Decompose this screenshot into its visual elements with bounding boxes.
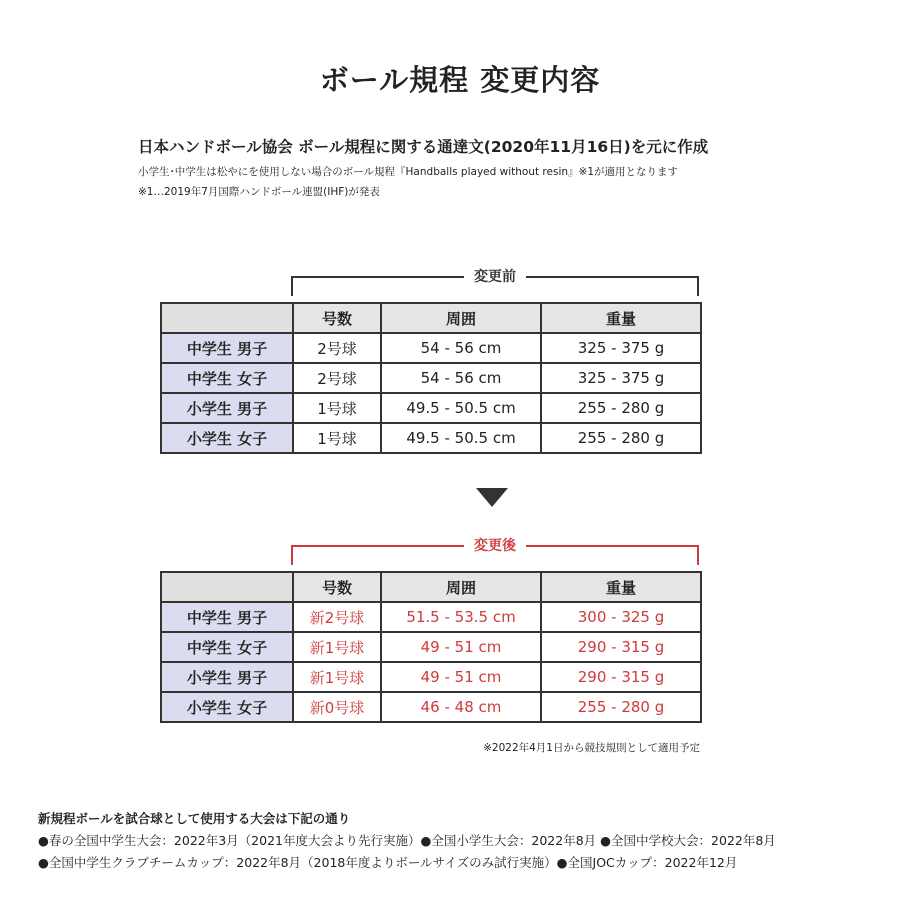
row-size: 新2号球: [293, 602, 381, 632]
row-weight: 290 - 315 g: [541, 632, 701, 662]
after-header-corner: [161, 572, 293, 602]
table-row: [161, 393, 701, 423]
before-label: 変更前: [464, 266, 526, 286]
row-circumference: 54 - 56 cm: [381, 363, 541, 393]
row-weight: 325 - 375 g: [541, 363, 701, 393]
events-section: [38, 808, 898, 874]
events-heading: 新規程ボールを試合球として使用する大会は下記の通り: [38, 811, 351, 826]
after-header-weight: 重量: [541, 572, 701, 602]
row-category: 中学生 男子: [161, 602, 293, 632]
after-header-circumference: 周囲: [381, 572, 541, 602]
row-weight: 325 - 375 g: [541, 333, 701, 363]
table-row: [161, 423, 701, 453]
row-size: 2号球: [293, 333, 381, 363]
table-row: [161, 632, 701, 662]
before-header-size: 号数: [293, 303, 381, 333]
before-bracket: [291, 269, 699, 296]
table-row: [161, 333, 701, 363]
row-weight: 255 - 280 g: [541, 393, 701, 423]
row-category: 中学生 男子: [161, 333, 293, 363]
after-table: [160, 571, 702, 723]
row-circumference: 49.5 - 50.5 cm: [381, 423, 541, 453]
before-header-row: [161, 303, 701, 333]
after-header-size: 号数: [293, 572, 381, 602]
subtitle: 日本ハンドボール協会 ボール規程に関する通達文(2020年11月16日)を元に作成: [138, 138, 709, 156]
table-row: [161, 363, 701, 393]
before-header-circumference: 周囲: [381, 303, 541, 333]
effective-date-note: ※2022年4月1日から競技規則として適用予定: [483, 742, 700, 754]
row-category: 中学生 女子: [161, 632, 293, 662]
row-circumference: 51.5 - 53.5 cm: [381, 602, 541, 632]
resin-note: 小学生･中学生は松やにを使用しない場合のボール規程『Handballs played without resin』※1が適用となります: [138, 166, 679, 178]
row-weight: 255 - 280 g: [541, 423, 701, 453]
before-header-corner: [161, 303, 293, 333]
events-line-2: ●全国中学生クラブチームカップ：2022年8月（2018年度よりボールサイズのみ試行実施）●全国JOCカップ：2022年12月: [38, 855, 738, 870]
row-weight: 255 - 280 g: [541, 692, 701, 722]
row-size: 2号球: [293, 363, 381, 393]
row-circumference: 49 - 51 cm: [381, 662, 541, 692]
row-category: 小学生 男子: [161, 662, 293, 692]
row-weight: 290 - 315 g: [541, 662, 701, 692]
events-line-1: ●春の全国中学生大会：2022年3月（2021年度大会より先行実施）●全国小学生大会：2022年8月 ●全国中学校大会：2022年8月: [38, 833, 776, 848]
row-size: 新1号球: [293, 632, 381, 662]
row-circumference: 49.5 - 50.5 cm: [381, 393, 541, 423]
row-category: 小学生 女子: [161, 423, 293, 453]
after-bracket: [291, 538, 699, 565]
row-category: 小学生 女子: [161, 692, 293, 722]
table-row: [161, 662, 701, 692]
row-circumference: 46 - 48 cm: [381, 692, 541, 722]
before-table: [160, 302, 702, 454]
table-row: [161, 602, 701, 632]
page-title: ボール規程 変更内容: [319, 63, 601, 97]
row-size: 1号球: [293, 393, 381, 423]
row-size: 1号球: [293, 423, 381, 453]
after-header-row: [161, 572, 701, 602]
down-arrow-icon: [476, 488, 508, 507]
ihf-note: ※1…2019年7月国際ハンドボール連盟(IHF)が発表: [138, 186, 380, 198]
table-row: [161, 692, 701, 722]
row-category: 中学生 女子: [161, 363, 293, 393]
before-header-weight: 重量: [541, 303, 701, 333]
row-category: 小学生 男子: [161, 393, 293, 423]
row-size: 新1号球: [293, 662, 381, 692]
row-circumference: 54 - 56 cm: [381, 333, 541, 363]
after-label: 変更後: [464, 535, 526, 555]
row-circumference: 49 - 51 cm: [381, 632, 541, 662]
row-size: 新0号球: [293, 692, 381, 722]
row-weight: 300 - 325 g: [541, 602, 701, 632]
